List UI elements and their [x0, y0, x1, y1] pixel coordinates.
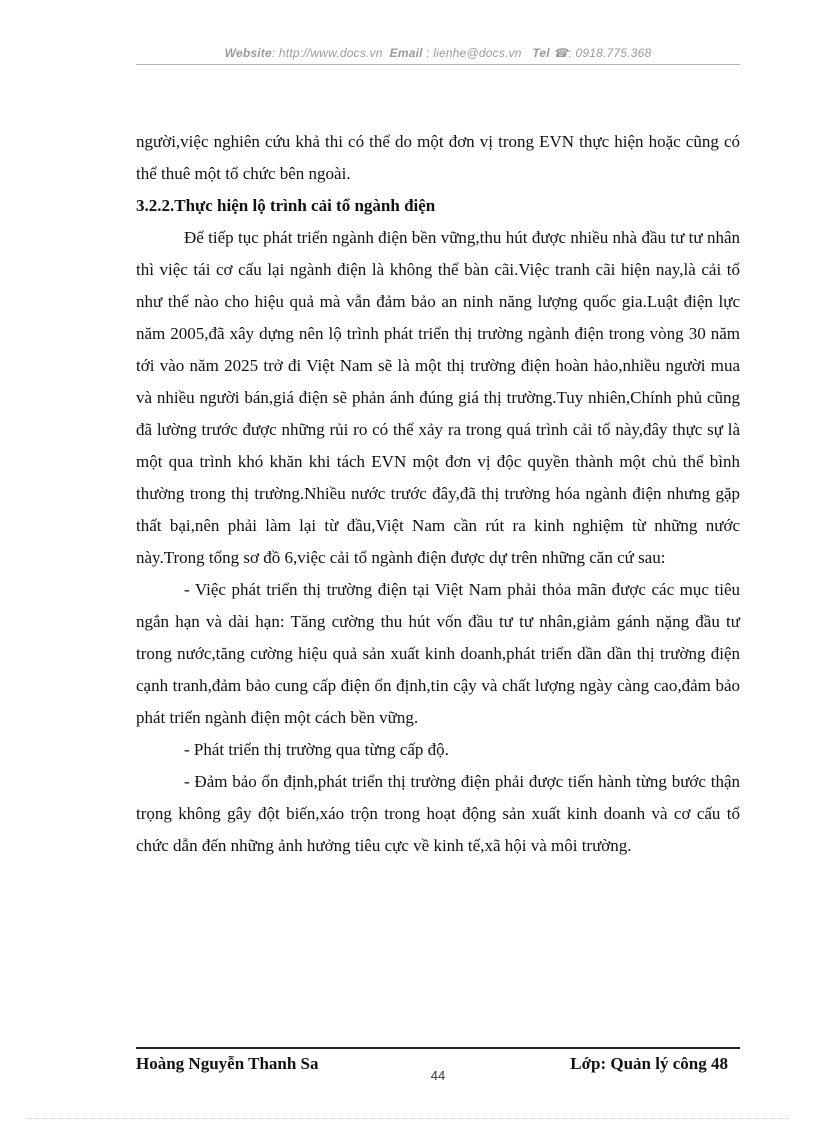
header-divider — [136, 64, 740, 65]
bullet-item-1: - Việc phát triển thị trường điện tại Việt Nam phải thỏa mãn được các mục tiêu ngắn hạn và dài hạn: Tăng cường thu hút vốn đầu tư tư nhân,giảm gánh nặng đầu tư trong nước,tăng cường hiệu quả sản xuất kinh doanh,phát triển dần dần thị trường điện cạnh tranh,đảm bảo cung cấp điện ổn định,tin cậy và chất lượng ngày càng cao,đảm bảo phát triển ngành điện một cách bền vững. — [136, 580, 740, 727]
page-header — [136, 46, 740, 60]
phone-icon: ☎ — [553, 46, 569, 60]
website-url[interactable]: : http://www.docs.vn — [271, 46, 383, 60]
bullet-item-2: - Phát triển thị trường qua từng cấp độ. — [184, 740, 449, 759]
section-heading: 3.2.2.Thực hiện lộ trình cải tổ ngành điện — [136, 196, 436, 215]
footer-author: Hoàng Nguyễn Thanh Sa — [136, 1054, 319, 1073]
tel-label: Tel — [532, 46, 550, 60]
bullet-item-3: - Đảm bảo ổn định,phát triển thị trường điện phải được tiến hành từng bước thận trọng không gây đột biến,xáo trộn trong hoạt động sản xuất kinh doanh và cơ cấu tổ chức dẫn đến những ảnh hưởng tiêu cực về kinh tế,xã hội và môi trường. — [136, 772, 740, 855]
continuation-paragraph: người,việc nghiên cứu khả thi có thể do một đơn vị trong EVN thực hiện hoặc cũng có thể thuê một tổ chức bên ngoài. — [136, 132, 740, 183]
page-body — [136, 126, 740, 862]
footer-class: Lớp: Quản lý công 48 — [570, 1054, 728, 1073]
page-bottom-border — [28, 1118, 788, 1119]
email-address[interactable]: : lienhe@docs.vn — [422, 46, 522, 60]
footer-divider — [136, 1047, 740, 1049]
paragraph-intro: Để tiếp tục phát triển ngành điện bền vững,thu hút được nhiều nhà đầu tư tư nhân thì việc tái cơ cấu lại ngành điện là không thể bàn cãi.Việc tranh cãi hiện nay,là cải tổ như thế nào cho hiệu quả mà vẫn đảm bảo an ninh năng lượng quốc gia.Luật điện lực năm 2005,đã xây dựng nên lộ trình phát triển thị trường ngành điện trong vòng 30 năm tới vào năm 2025 trở đi Việt Nam sẽ là một thị trường điện hoàn hảo,nhiều người mua và nhiều người bán,giá điện sẽ phản ánh đúng giá thị trường.Tuy nhiên,Chính phủ cũng đã lường trước được những rủi ro có thể xảy ra trong quá trình cải tổ này,đây thực sự là một qua trình khó khăn khi tách EVN một đơn vị độc quyền thành một chủ thể bình thường trong thị trường.Nhiều nước trước đây,đã thị trường hóa ngành điện nhưng gặp thất bại,nên phải làm lại từ đầu,Việt Nam cần rút ra kinh nghiệm từ những nước này.Trong tổng sơ đồ 6,việc cải tổ ngành điện được dự trên những căn cứ sau: — [136, 228, 740, 567]
tel-number: : 0918.775.368 — [568, 46, 652, 60]
email-label: Email — [389, 46, 423, 60]
website-label: Website — [224, 46, 272, 60]
page-number: 44 — [430, 1068, 446, 1083]
